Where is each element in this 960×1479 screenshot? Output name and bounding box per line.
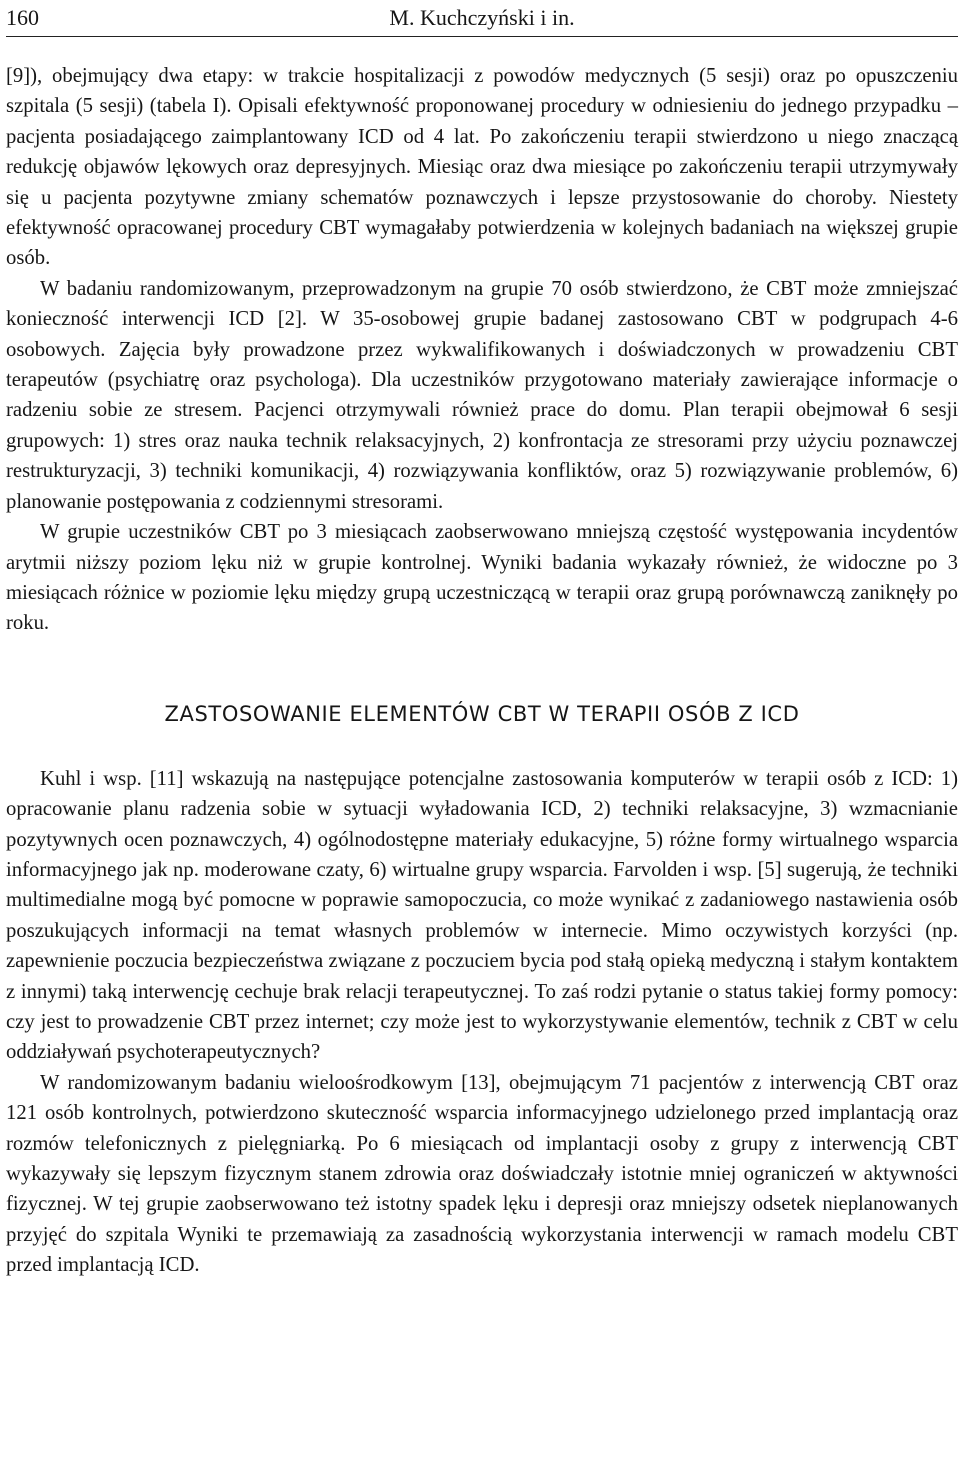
page-number: 160 [6, 5, 39, 30]
header-rule [6, 36, 958, 37]
paragraph-cbt-results: W grupie uczestników CBT po 3 miesiącach zaobserwowano mniejszą częstość występowania incydentów arytmii niższy poziom lęku niż w grupie kontrolnej. Wyniki badania wykazały również, że widoczne po 3 miesiącach różnice w poziomie lęku między grupą uczestniczącą w terapii oraz grupą porównawczą zaniknęły po roku. [6, 521, 958, 635]
section-body [6, 764, 958, 1281]
running-header [6, 0, 958, 36]
paragraph-continuation: [9]), obejmujący dwa etapy: w trakcie hospitalizacji z powodów medycznych (5 sesji) oraz po opuszczeniu szpitala (5 sesji) (tabela I). Opisali efektywność proponowanej procedury w odniesieniu do jednego przypadku – pacjenta posiadającego zaimplantowany ICD od 4 lat. Po zakończeniu terapii stwierdzono u niego znaczącą redukcję objawów lękowych oraz depresyjnych. Miesiąc oraz dwa miesiące po zakończeniu terapii utrzymywały się u pacjenta pozytywne zmiany schematów poznawczych i lepsze przystosowanie do choroby. Niestety efektywność opracowanej procedury CBT wymagałaby potwierdzenia w kolejnych badaniach na większej grupie osób. [6, 65, 958, 270]
paragraph-kuhl: Kuhl i wsp. [11] wskazują na następujące potencjalne zastosowania komputerów w terapii osób z ICD: 1) opracowanie planu radzenia sobie w sytuacji wyładowania ICD, 2) techniki relaksacyjne, 3) wzmacnianie pozytywnych ocen poznawczych, 4) ogólnodostępne materiały edukacyjne, 5) różne formy wirtualnego wsparcia informacyjnego jak np. moderowane czaty, 6) wirtualne grupy wsparcia. Farvolden i wsp. [5] sugerują, że techniki multimedialne mogą być pomocne w poprawie samopoczucia, co może wynikać z zadaniowego nastawienia osób poszukujących informacji na temat własnych problemów w internecie. Mimo oczywistych korzyści (np. zapewnienie poczucia bezpieczeństwa związane z poczuciem bycia pod stałą opieką medyczną i stałym kontaktem z innymi) taką interwencję cechuje brak relacji terapeutycznej. To zaś rodzi pytanie o status takiej formy pomocy: czy jest to prowadzenie CBT przez internet; czy może jest to wykorzystywanie elementów, technik z CBT w celu oddziaływań psychoterapeutycznych? [6, 767, 958, 1064]
section-heading: ZASTOSOWANIE ELEMENTÓW CBT W TERAPII OSÓB Z ICD [164, 701, 800, 726]
paragraph-multicenter-study: W randomizowanym badaniu wieloośrodkowym [13], obejmującym 71 pacjentów z interwencją CBT oraz 121 osób kontrolnych, potwierdzono skuteczność wsparcia informacyjnego udzielonego przed implantacją oraz rozmów telefonicznych z pielęgniarką. Po 6 miesiącach od implantacji osoby z grupy z interwencją CBT wykazywały się lepszym fizycznym stanem zdrowia oraz doświadczały istotnie mniej ograniczeń w aktywności fizycznej. W tej grupie zaobserwowano też istotny spadek lęku i depresji oraz mniejszy odsetek nieplanowanych przyjęć do szpitala Wyniki te przemawiają za zasadnością wykorzystania interwencji w ramach modelu CBT przed implantacją ICD. [6, 1071, 958, 1277]
body-text [6, 61, 958, 639]
running-title: M. Kuchczyński i in. [389, 5, 575, 30]
document-page [6, 0, 958, 1281]
paragraph-randomized-study: W badaniu randomizowanym, przeprowadzonym na grupie 70 osób stwierdzono, że CBT może zmniejszać konieczność interwencji ICD [2]. W 35-osobowej grupie badanej zastosowano CBT w podgrupach 4-6 osobowych. Zajęcia były prowadzone przez wykwalifikowanych i doświadczonych w prowadzeniu CBT terapeutów (psychiatrę oraz psychologa). Dla uczestników przygotowano materiały zawierające informacje o radzeniu sobie ze stresem. Pacjenci otrzymywali również prace do domu. Plan terapii obejmował 6 sesji grupowych: 1) stres oraz nauka technik relaksacyjnych, 2) konfrontacja ze stresorami przy użyciu poznawczej restrukturyzacji, 3) techniki komunikacji, 4) rozwiązywania konfliktów, oraz 5) rozwiązywanie problemów, 6) planowanie postępowania z codziennymi stresorami. [6, 277, 958, 513]
